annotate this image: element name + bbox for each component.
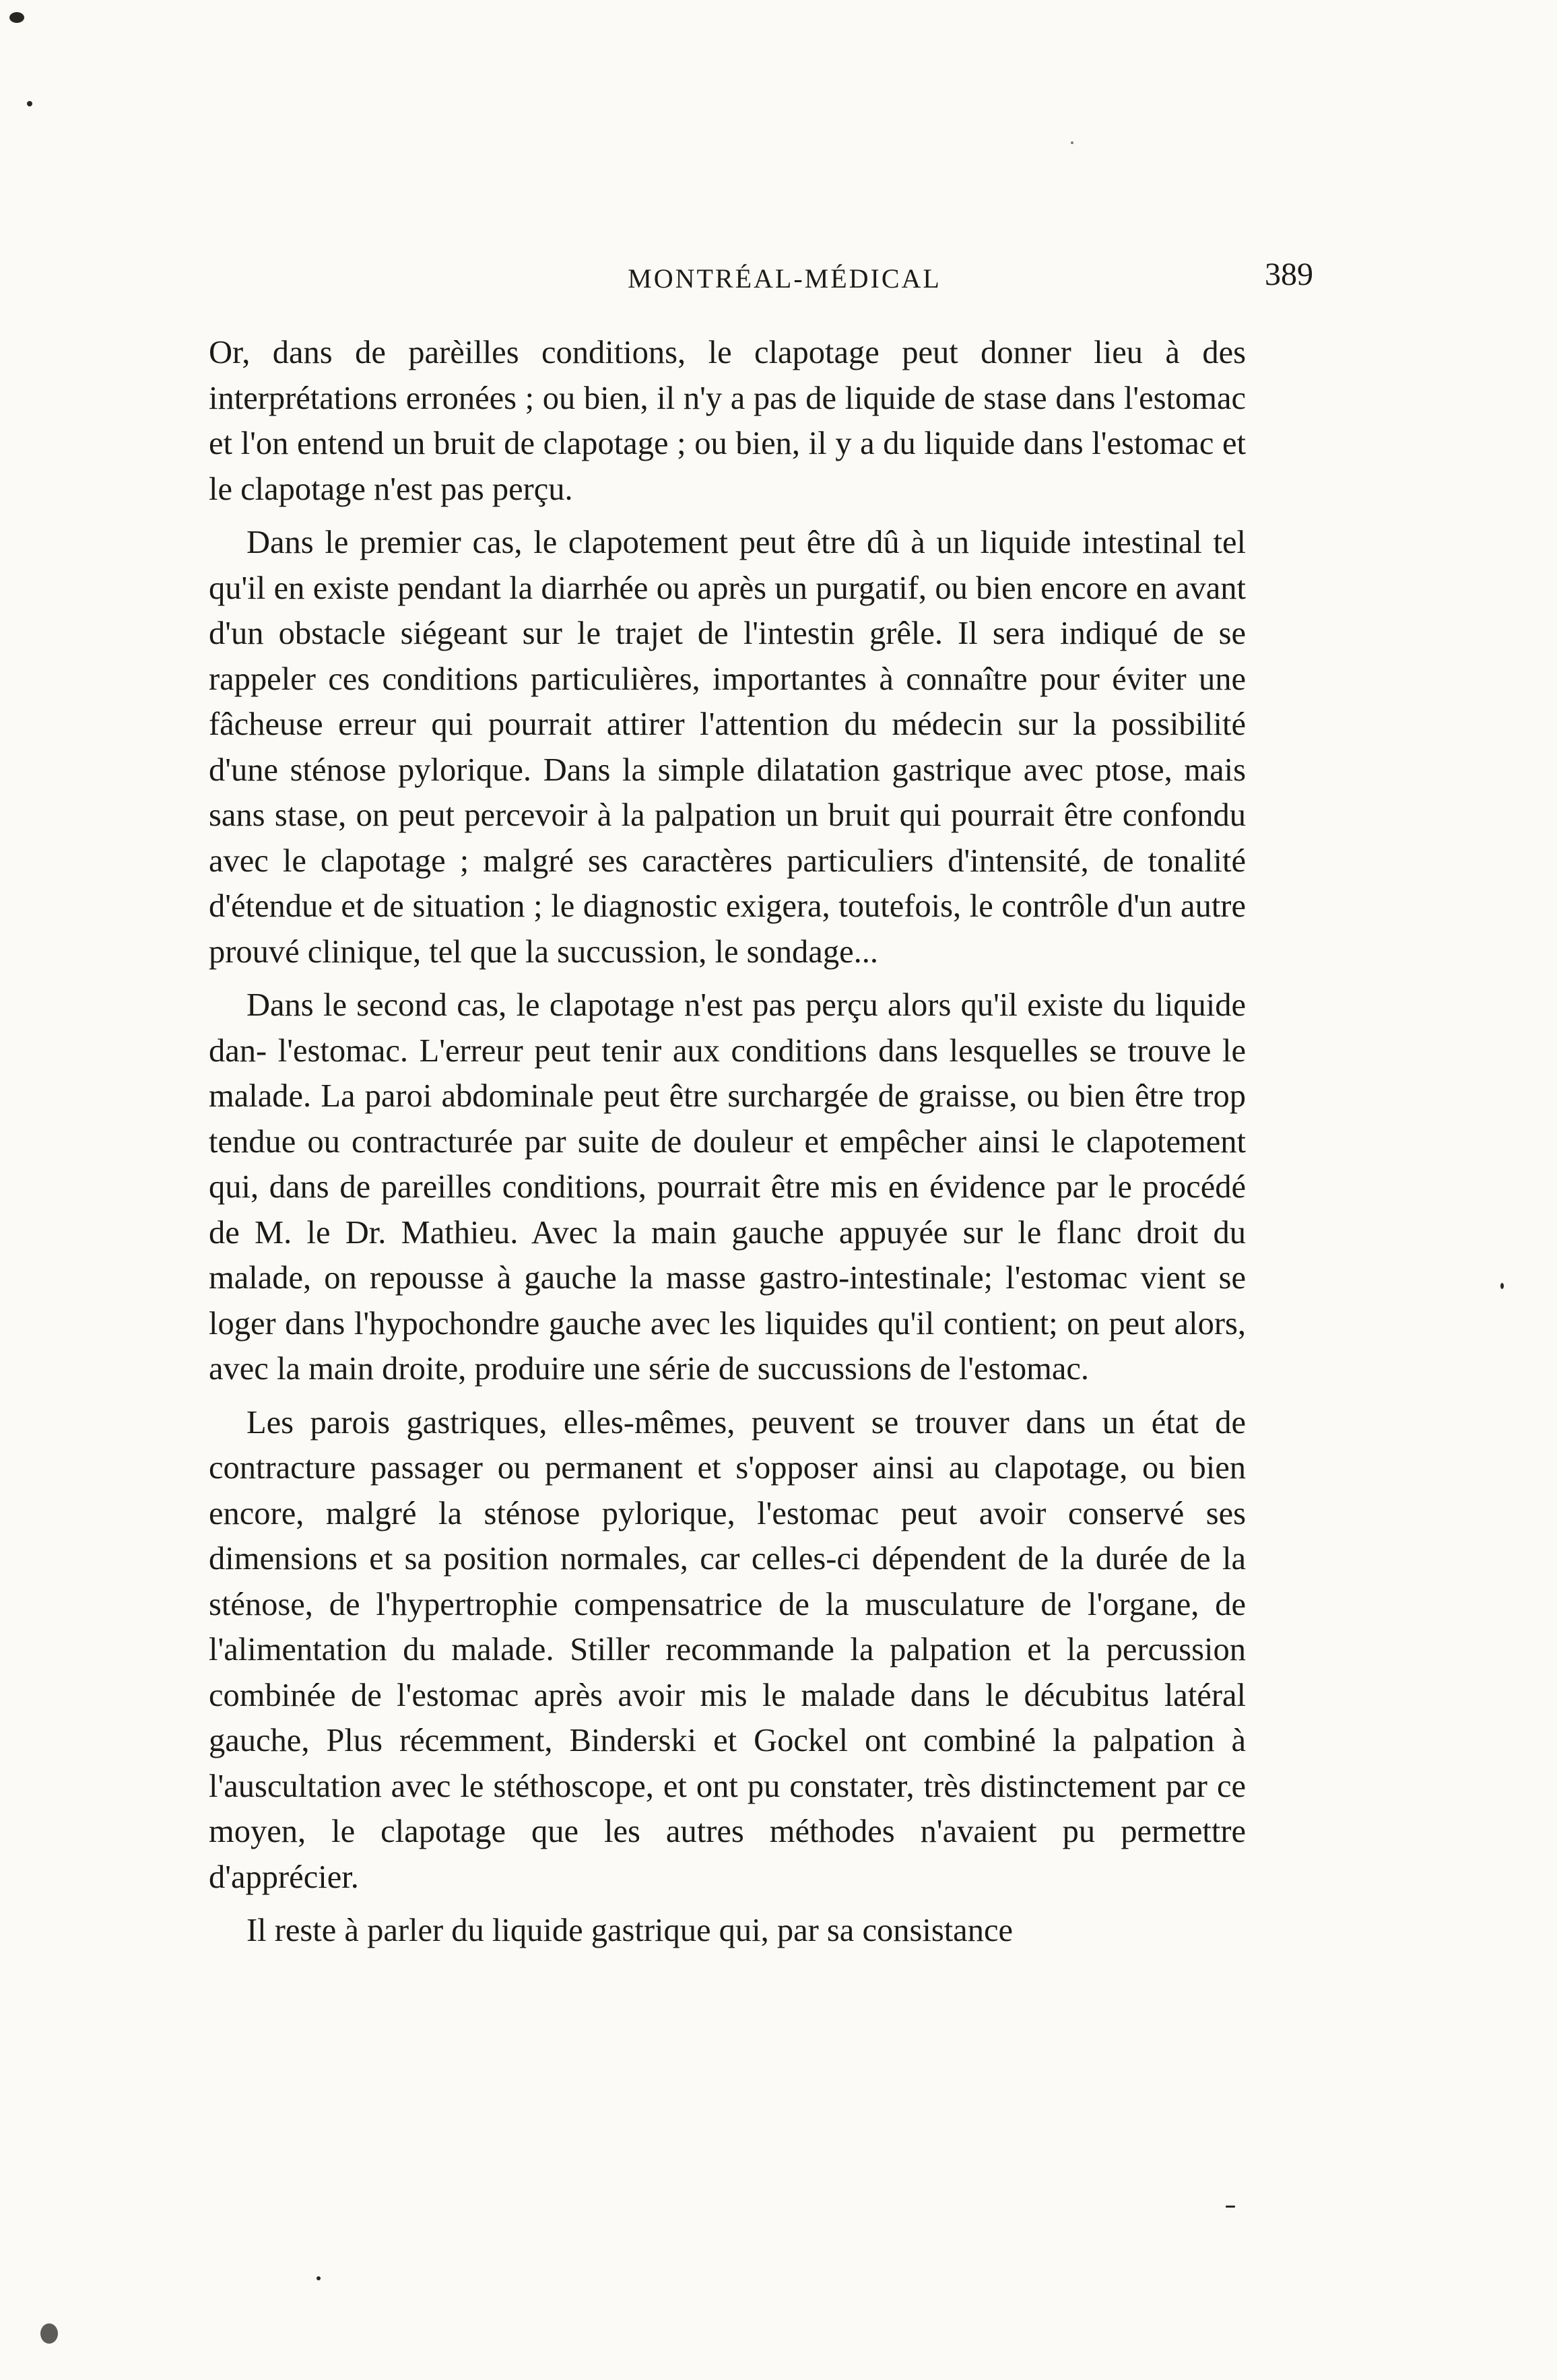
paragraph: Dans le premier cas, le clapotement peut être dû à un liquide intestinal tel qu'il en existe pendant la diarrhée ou après un purgatif, ou bien encore en avant d'un obstacle siégeant sur le trajet de l'intestin grêle. Il sera indiqué de se rappeler ces conditions particulières, importantes à connaître pour éviter une fâcheuse erreur qui pourrait attirer l'attention du médecin sur la possibilité d'une sténose pylorique. Dans la simple dilatation gastrique avec ptose, mais sans stase, on peut percevoir à la palpation un bruit qui pourrait être confondu avec le clapotage ; malgré ses caractères particuliers d'intensité, de tonalité d'étendue et de situation ; le diagnostic exigera, toutefois, le contrôle d'un autre prouvé clinique, tel que la succussion, le sondage... [209, 525, 1246, 970]
scan-speck [1500, 1283, 1504, 1289]
paragraph: Dans le second cas, le clapotage n'est pas perçu alors qu'il existe du liquide dan- l'estomac. L'erreur peut tenir aux conditions dans lesquelles se trouve le malade. La paroi abdominale peut être surchargée de graisse, ou bien être trop tendue ou contracturée par suite de douleur et empêcher ainsi le clapotement qui, dans de pareilles conditions, pourrait être mis en évidence par le procédé de M. le Dr. Mathieu. Avec la main gauche appuyée sur le flanc droit du malade, on repousse à gauche la masse gastro-intestinale; l'estomac vient se loger dans l'hypochondre gauche avec les liquides qu'il contient; on peut alors, avec la main droite, produire une série de succussions de l'estomac. [209, 987, 1246, 1387]
scan-speck [317, 2276, 321, 2280]
scan-speck [1226, 2206, 1235, 2208]
running-title: MONTRÉAL-MÉDICAL [628, 263, 941, 294]
scan-speck [40, 2323, 58, 2344]
page-header [209, 256, 1313, 303]
paragraph: Il reste à parler du liquide gastrique qui, par sa consistance [246, 1913, 1013, 1948]
scan-speck [27, 101, 32, 106]
scan-speck [9, 12, 24, 23]
scan-speck [1071, 141, 1073, 144]
page-number: 389 [1265, 257, 1313, 292]
paragraph: Or, dans de parèilles conditions, le clapotage peut donner lieu à des interprétations erronées ; ou bien, il n'y a pas de liquide de stase dans l'estomac et l'on entend un bruit de clapotage ; ou bien, il y a du liquide dans l'estomac et le clapotage n'est pas perçu. [209, 335, 1246, 507]
paragraph: Les parois gastriques, elles-mêmes, peuvent se trouver dans un état de contracture passager ou permanent et s'opposer ainsi au clapotage, ou bien encore, malgré la sténose pylorique, l'estomac peut avoir conservé ses dimensions et sa position normales, car celles-ci dépendent de la durée de la sténose, de l'hypertrophie compensatrice de la musculature de l'organe, de l'alimentation du malade. Stiller recommande la palpation et la percussion combinée de l'estomac après avoir mis le malade dans le décubitus latéral gauche, Plus récemment, Binderski et Gockel ont combiné la palpation à l'auscultation avec le stéthoscope, et ont pu constater, très distinctement par ce moyen, le clapotage que les autres méthodes n'avaient pu permettre d'apprécier. [209, 1404, 1246, 1895]
body-text [209, 330, 1246, 1962]
